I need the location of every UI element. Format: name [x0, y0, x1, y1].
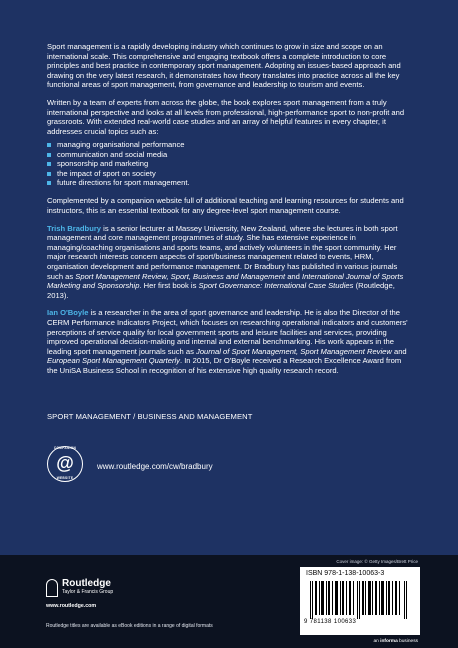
subject-category: SPORT MANAGEMENT / BUSINESS AND MANAGEMENT [47, 412, 253, 421]
informa-tagline [373, 639, 418, 644]
intro-paragraph-2: Written by a team of experts from across the globe, the book explores sport management from a truly international perspective and looks at all levels from professional, high-performance sport to non-profit and grassroots. With extended real-world case studies and an array of helpful features in every chapter, it addresses crucial topics such as: [47, 97, 405, 136]
journal-titles: European Sport Management Quarterly [47, 356, 180, 366]
cover-credit: Cover image: © Getty Images/Brett Price [336, 559, 418, 564]
barcode-panel [300, 567, 420, 635]
informa-prefix: an [373, 639, 381, 644]
bio-text: is a researcher in the area of sport governance and leadership. He is also the Director of the CERM Performance Indicators Project, which focuses on researching operational indicators and customers' perceptions of service quality for local government sports and leisure facilities and services, providing improved operational decision-making and internal and external benchmarking. His work appears in the leading sport management journals such as [47, 308, 408, 356]
bio-text: (Routledge, 2013). [47, 281, 395, 300]
blurb [47, 42, 413, 383]
bio-text: . In 2015, Dr O'Boyle received a Research Excellence Award from the UniSA Business School in recognition of his extensive high quality research record. [47, 356, 402, 375]
bio-text: . Her first book is [139, 281, 199, 291]
informa-brand: informa [380, 639, 398, 644]
intro-paragraph-1: Sport management is a rapidly developing industry which continues to grow in size and scope on an international scale. This comprehensive and engaging textbook offers a complete introduction to core principles and best practice in contemporary sport management. Adopting an issues-based approach and drawing on the very latest research, it demonstrates how theory translates into practice across all the key functional areas of sport management, from governance and leadership to tourism and events. [47, 42, 401, 90]
companion-website-icon [47, 446, 83, 482]
at-icon: @ [56, 453, 74, 473]
journal-titles: International Journal of Sports Marketing and Sponsorship [47, 271, 404, 291]
barcode-digits: 9 781138 100633 [304, 619, 357, 625]
list-item: managing organisational performance [47, 140, 413, 149]
book-title: Sport Governance: International Case Studies [198, 281, 354, 291]
list-item: communication and social media [47, 150, 413, 159]
list-item: the impact of sport on society [47, 169, 413, 178]
bio-text: and [285, 271, 302, 281]
intro-paragraph-3: Complemented by a companion website full of additional teaching and learning resources for students and instructors, this is an essential textbook for any degree-level sport management course. [47, 196, 404, 215]
badge-label-top: COMPANION [53, 446, 77, 450]
journal-titles: Sport Management Review, Sport, Business and Management [75, 271, 286, 281]
publisher-name: Routledge [62, 578, 111, 589]
bio-text: and [391, 346, 407, 356]
author-bio-oboyle [47, 308, 413, 375]
footer-band [0, 555, 458, 648]
companion-website-link[interactable]: www.routledge.com/cw/bradbury [97, 462, 213, 471]
publisher-group: Taylor & Francis Group [62, 589, 114, 595]
author-name: Ian O'Boyle [47, 308, 89, 318]
author-bio-bradbury [47, 224, 413, 301]
routledge-mark-icon [46, 579, 58, 597]
publisher-url[interactable]: www.routledge.com [46, 603, 97, 609]
badge-label-bottom: WEBSITE [56, 476, 74, 480]
topic-list [47, 140, 413, 187]
barcode-icon [310, 581, 410, 619]
isbn: ISBN 978-1-138-10063-3 [306, 570, 385, 577]
list-item: sponsorship and marketing [47, 159, 413, 168]
ebook-note: Routledge titles are available as eBook editions in a range of digital formats [46, 623, 213, 629]
journal-titles: Journal of Sport Management, Sport Management Review [196, 346, 392, 356]
informa-suffix: business [397, 639, 418, 644]
list-item: future directions for sport management. [47, 178, 413, 187]
author-name: Trish Bradbury [47, 223, 102, 233]
bio-text: is a senior lecturer at Massey University, New Zealand, where she lectures in both sport management and core management programmes of study. She has extensive experience in managing/coaching organisations and sports teams, and actively volunteers in the sport community. Her major research interests concern aspects of sport/business management related to events, HRM, organisation development and performance management. Dr Bradbury has published in various journals such as [47, 223, 398, 281]
